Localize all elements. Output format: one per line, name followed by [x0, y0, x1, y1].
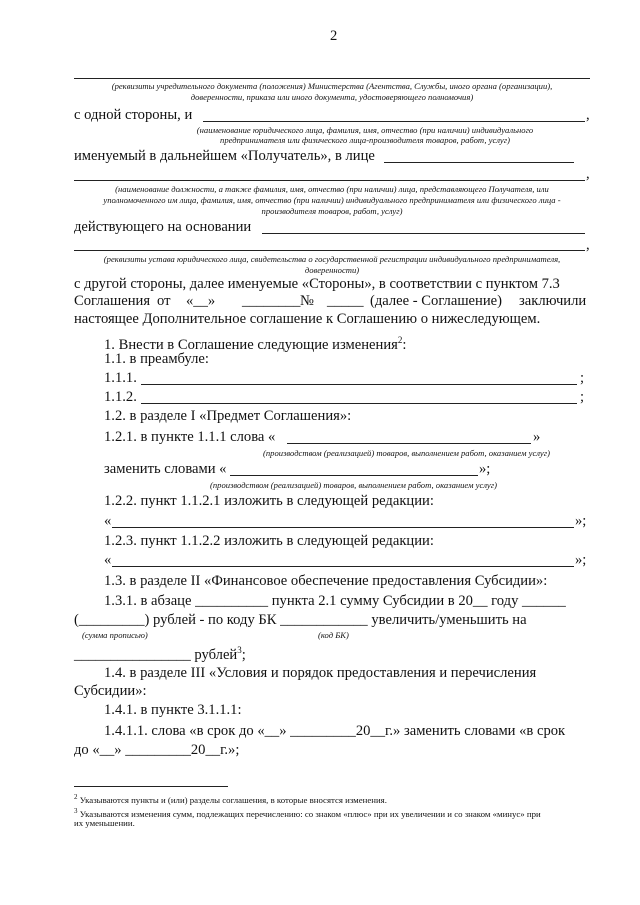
item-1-2-2-close: »;: [575, 513, 587, 529]
requisites-caption-2: доверенности, приказа или иного документа, удостоверяющего полномочия): [190, 92, 474, 102]
item-1-4-1-1-line-1: 1.4.1.1. слова «в срок до «__» _________20__г.» заменить словами «в срок: [104, 723, 566, 739]
item-1-colon: :: [402, 336, 407, 353]
item-1-1-1-line[interactable]: [141, 384, 577, 385]
requisites-line[interactable]: [74, 78, 590, 79]
item-1-2-3: 1.2.3. пункт 1.1.2.2 изложить в следующей редакции:: [104, 533, 434, 549]
item-1-2-1-line[interactable]: [287, 443, 531, 444]
item-1-2-2-open: «: [104, 513, 112, 529]
item-1-3-1-line-3-text: ________________ рублей: [74, 646, 238, 663]
hereinafter-label: именуемый в дальнейшем «Получатель», в лице: [74, 148, 375, 164]
paragraph-line-2-c: «__»: [186, 293, 216, 309]
basis-line-2[interactable]: [74, 250, 585, 251]
item-1-1-2: 1.1.2.: [104, 389, 137, 405]
item-1-1: 1.1. в преамбуле:: [104, 351, 209, 367]
item-1-3-1-footnote-ref: 3: [237, 645, 242, 655]
charter-caption-2: доверенности): [304, 265, 360, 275]
replace-words-label: заменить словами «: [104, 461, 227, 477]
item-1-3-1-line-1: 1.3.1. в абзаце __________ пункта 2.1 сумму Субсидии в 20__ году ______: [104, 593, 566, 609]
item-1-3-1-line-3: [74, 641, 246, 664]
item-1-1-2-line[interactable]: [141, 403, 577, 404]
kbk-caption: (код БК): [318, 630, 349, 640]
sum-caption: (сумма прописью): [82, 630, 148, 640]
requisites-caption-1: (реквизиты учредительного документа (положения) Министерства (Агентства, Службы, иного органа (организации),: [111, 81, 553, 91]
item-1-2-3-open: «: [104, 552, 112, 568]
item-1-1-1: 1.1.1.: [104, 370, 137, 386]
item-1-2-2: 1.2.2. пункт 1.1.2.1 изложить в следующей редакции:: [104, 493, 434, 509]
charter-caption-1: (реквизиты устава юридического лица, свидетельства о государственной регистрации индивидуального предпринимателя,: [103, 254, 561, 264]
position-caption-3: производителя товаров, работ, услуг): [261, 206, 403, 216]
paragraph-line-1: с другой стороны, далее именуемые «Стороны», в соответствии с пунктом 7.3: [74, 276, 560, 292]
basis-line[interactable]: [262, 233, 585, 234]
footnote-2: [74, 792, 387, 806]
item-1-2-2-line[interactable]: [112, 527, 574, 528]
one-side-comma: ,: [586, 107, 590, 123]
recipient-name-line[interactable]: [203, 121, 585, 122]
item-1-3-1-semicolon: ;: [241, 646, 246, 663]
paragraph-line-2-b: от: [157, 293, 171, 309]
item-1-4-1: 1.4.1. в пункте 3.1.1.1:: [104, 702, 242, 718]
item-1-2-3-line[interactable]: [112, 566, 574, 567]
item-1-4-1-1-line-2: до «__» _________20__г.»;: [74, 742, 240, 758]
paragraph-line-2-e: №: [300, 293, 314, 309]
acting-label: действующего на основании: [74, 219, 252, 235]
paragraph-line-2-f: _____: [327, 293, 364, 309]
item-1-2-3-close: »;: [575, 552, 587, 568]
position-caption-1: (наименование должности, а также фамилия, имя, отчество (при наличии) лица, представляющего Получателя, или: [115, 184, 549, 194]
item-1-footnote-ref: 2: [397, 335, 403, 345]
footnote-3: [74, 806, 541, 820]
item-1-text: 1. Внести в Соглашение следующие изменения: [104, 336, 398, 353]
item-1-4-line-1: 1.4. в разделе III «Условия и порядок предоставления и перечисления: [104, 665, 537, 681]
item-1-3-1-line-2: (_________) рублей - по коду БК ____________ увеличить/уменьшить на: [74, 612, 527, 628]
acting-comma: ,: [586, 237, 590, 253]
paragraph-line-2-d: ________: [242, 293, 301, 309]
item-1-2-1: 1.2.1. в пункте 1.1.1 слова «: [104, 429, 276, 445]
item-1-3: 1.3. в разделе II «Финансовое обеспечение предоставления Субсидии»:: [104, 573, 548, 589]
replace-words-end: »;: [479, 461, 491, 477]
hereinafter-comma: ,: [586, 166, 590, 182]
footnote-separator: [74, 786, 228, 787]
replace-words-line[interactable]: [230, 475, 478, 476]
recipient-caption-1: (наименование юридического лица, фамилия, имя, отчество (при наличии) индивидуального: [196, 125, 534, 135]
paragraph-line-2-h: заключили: [519, 293, 587, 309]
recipient-caption-2: предпринимателя или физического лица-производителя товаров, работ, услуг): [220, 135, 510, 145]
footnote-3-number: 3: [74, 807, 78, 815]
item-1-2-1-end: »: [533, 429, 541, 445]
position-caption-2: уполномоченного им лица, фамилия, имя, отчество (при наличии) индивидуального предпринимателя или физического лица -: [103, 195, 561, 205]
paragraph-line-2-a: Соглашения: [74, 293, 151, 309]
item-1-2: 1.2. в разделе I «Предмет Соглашения»:: [104, 408, 352, 424]
replace-words-caption: (производством (реализацией) товаров, выполнением работ, оказанием услуг): [210, 480, 497, 490]
footnote-2-number: 2: [74, 793, 78, 801]
item-1-1-1-end: ;: [580, 370, 585, 386]
representative-line-2[interactable]: [74, 180, 585, 181]
paragraph-line-3: настоящее Дополнительное соглашение к Соглашению о нижеследующем.: [74, 311, 541, 327]
footnote-3-text-1: Указываются изменения сумм, подлежащих перечислению: со знаком «плюс» при их увеличении и со знаком «минус» при: [79, 808, 541, 819]
footnote-3-text-2: их уменьшении.: [74, 818, 135, 828]
item-1-4-line-2: Субсидии»:: [74, 683, 147, 699]
one-side-label: с одной стороны, и: [74, 107, 193, 123]
paragraph-line-2-g: (далее - Соглашение): [370, 293, 502, 309]
page-number: 2: [330, 28, 338, 44]
item-1-2-1-caption: (производством (реализацией) товаров, выполнением работ, оказанием услуг): [263, 448, 550, 458]
footnote-2-text: Указываются пункты и (или) разделы соглашения, в которые вносятся изменения.: [79, 794, 387, 805]
item-1-1-2-end: ;: [580, 389, 585, 405]
representative-line[interactable]: [384, 162, 574, 163]
